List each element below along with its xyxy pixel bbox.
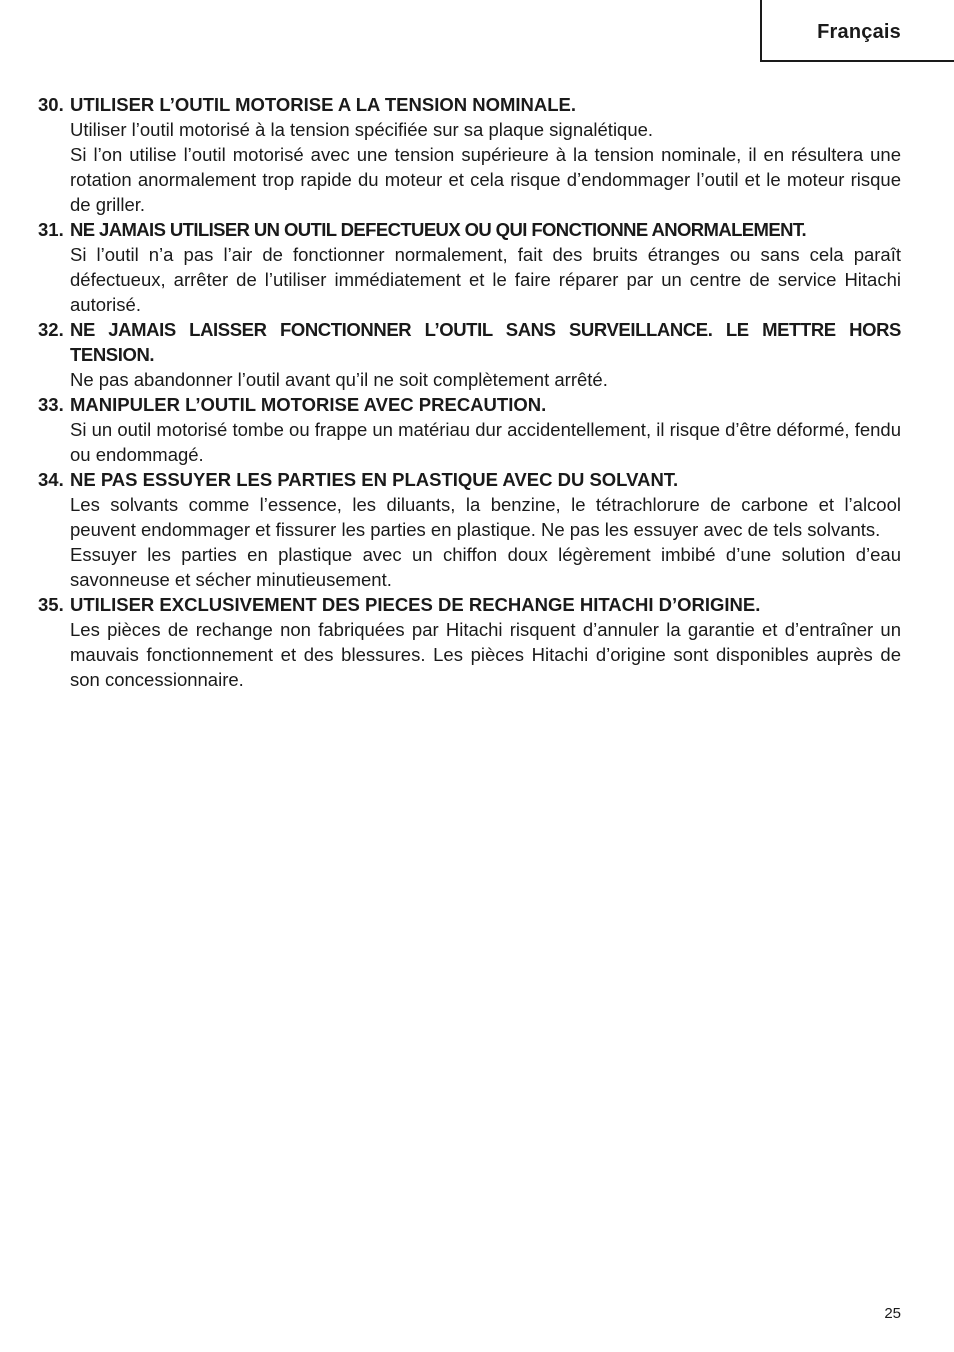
instruction-item-32 [38, 317, 901, 392]
item-paragraph: Les pièces de rechange non fabriquées par Hitachi risquent d’annuler la garantie et d’entraîner un mauvais fonctionnement et des blessures. Les pièces Hitachi d’origine sont disponibles auprès de son concessionnaire. [70, 619, 901, 690]
item-heading: NE JAMAIS LAISSER FONCTIONNER L’OUTIL SANS SURVEILLANCE. LE METTRE HORS TENSION. [70, 319, 901, 365]
instruction-item-33 [38, 392, 901, 467]
item-paragraph: Utiliser l’outil motorisé à la tension spécifiée sur sa plaque signalétique. [70, 119, 654, 140]
item-number: 30. [38, 94, 64, 115]
item-number: 31. [38, 219, 64, 240]
item-paragraph: Les solvants comme l’essence, les diluants, la benzine, le tétrachlorure de carbone et l’alcool peuvent endommager et fissurer les parties en plastique. Ne pas les essuyer avec de tels solvants. [70, 494, 901, 540]
language-label: Français [817, 21, 901, 43]
item-paragraph: Si l’on utilise l’outil motorisé avec une tension supérieure à la tension nominale, il en résultera une rotation anormalement trop rapide du moteur et cela risque d’endommager l’outil et le moteur risque de griller. [70, 144, 901, 215]
item-paragraph: Ne pas abandonner l’outil avant qu’il ne soit complètement arrêté. [70, 369, 608, 390]
item-heading: NE JAMAIS UTILISER UN OUTIL DEFECTUEUX OU QUI FONCTIONNE ANORMALEMENT. [70, 219, 807, 240]
instruction-item-34 [38, 467, 901, 592]
item-number: 34. [38, 469, 64, 490]
item-heading: NE PAS ESSUYER LES PARTIES EN PLASTIQUE AVEC DU SOLVANT. [70, 469, 679, 490]
instruction-item-35 [38, 592, 901, 692]
instruction-item-31 [38, 217, 901, 317]
item-paragraph: Si l’outil n’a pas l’air de fonctionner normalement, fait des bruits étranges ou sans cela paraît défectueux, arrêter de l’utiliser immédiatement et le faire réparer par un centre de service Hitachi autorisé. [70, 244, 901, 315]
item-heading: MANIPULER L’OUTIL MOTORISE AVEC PRECAUTION. [70, 394, 547, 415]
item-number: 35. [38, 594, 64, 615]
language-tab [760, 0, 954, 62]
item-number: 33. [38, 394, 64, 415]
item-paragraph: Si un outil motorisé tombe ou frappe un matériau dur accidentellement, il risque d’être déformé, fendu ou endommagé. [70, 419, 901, 465]
item-paragraph: Essuyer les parties en plastique avec un chiffon doux légèrement imbibé d’une solution d’eau savonneuse et sécher minutieusement. [70, 544, 901, 590]
instruction-item-30 [38, 92, 901, 217]
item-number: 32. [38, 319, 64, 340]
page-number: 25 [884, 1305, 901, 1322]
safety-instructions [38, 92, 901, 692]
item-heading: UTILISER L’OUTIL MOTORISE A LA TENSION NOMINALE. [70, 94, 577, 115]
item-heading: UTILISER EXCLUSIVEMENT DES PIECES DE RECHANGE HITACHI D’ORIGINE. [70, 594, 761, 615]
